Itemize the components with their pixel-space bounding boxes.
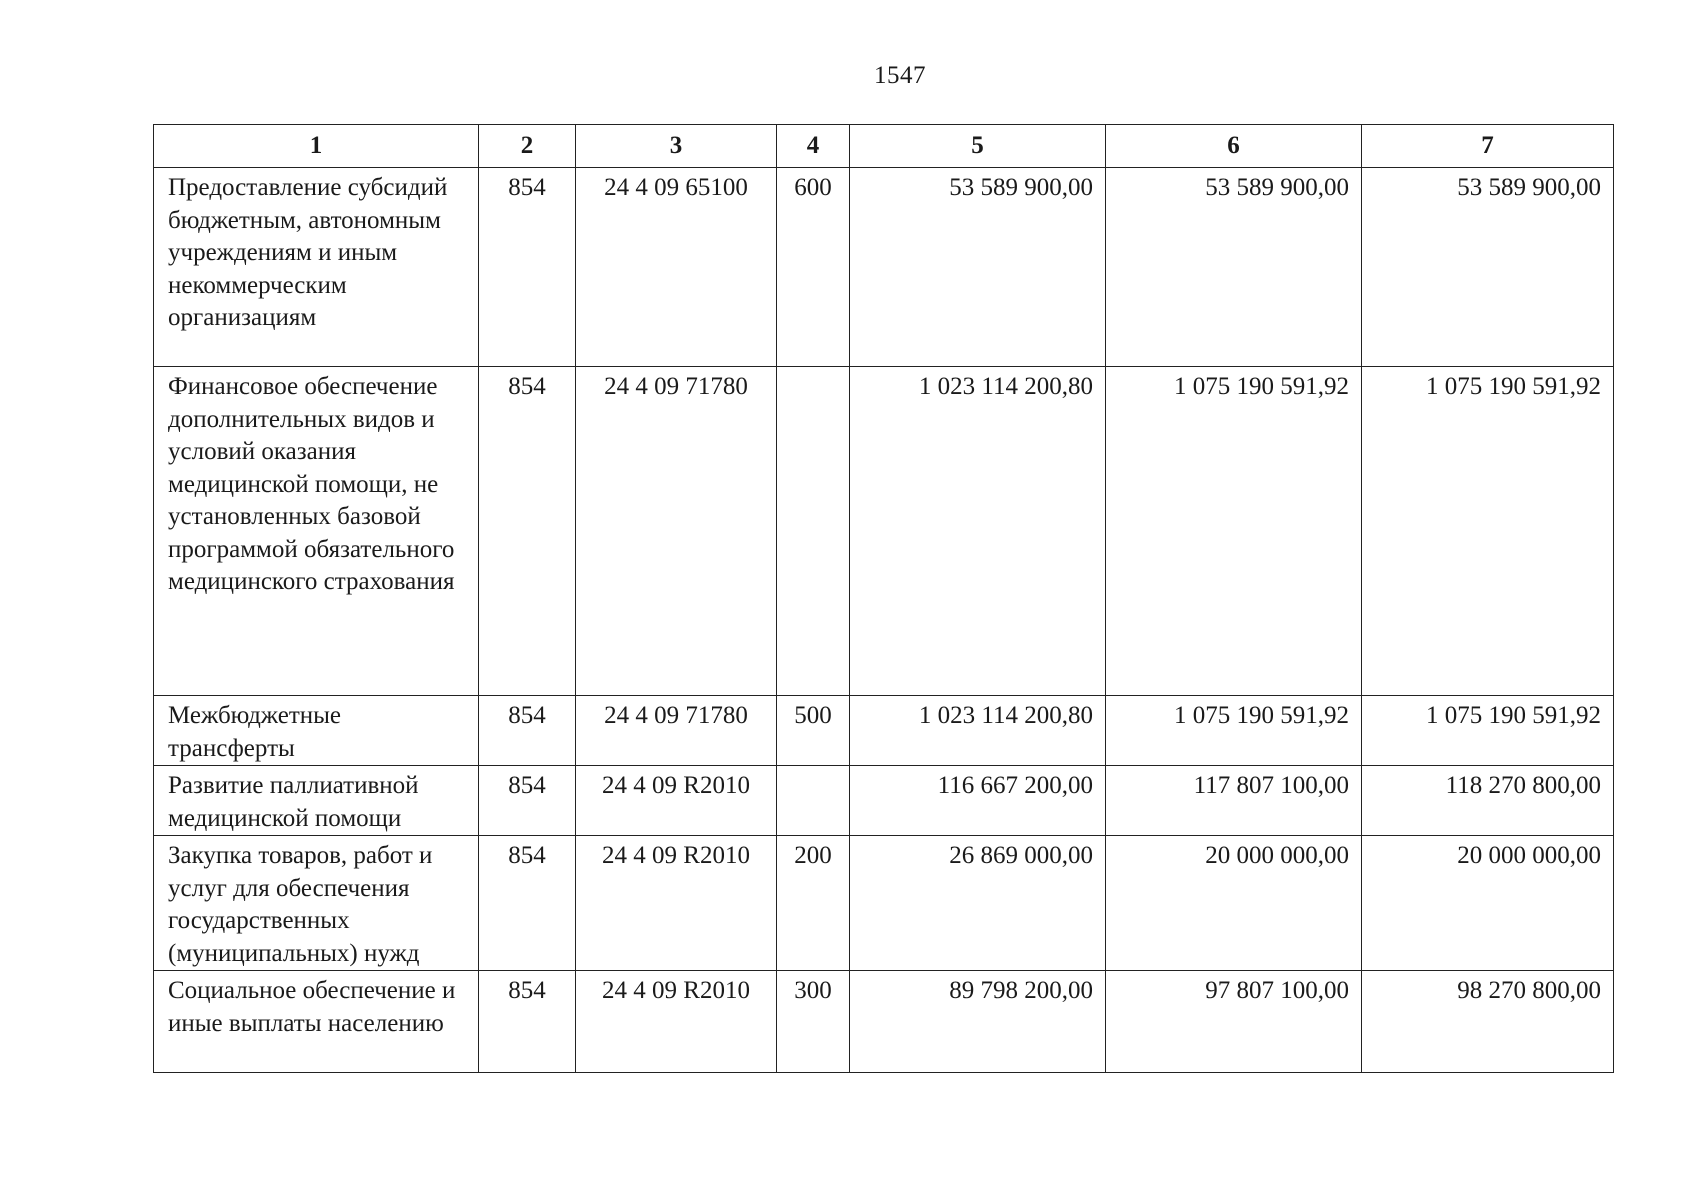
row-name: Финансовое обеспечение дополнительных видов и условий оказания медицинской помощи, не установленных базовой программой обязательного медицинского страхования <box>154 367 479 696</box>
row-vr <box>777 766 850 836</box>
table-row <box>154 971 1614 1073</box>
table-row <box>154 696 1614 766</box>
row-ved: 854 <box>479 367 576 696</box>
row-csr: 24 4 09 71780 <box>576 367 777 696</box>
row-sum-3: 20 000 000,00 <box>1362 836 1614 971</box>
row-sum-3: 1 075 190 591,92 <box>1362 696 1614 766</box>
row-sum-3: 118 270 800,00 <box>1362 766 1614 836</box>
row-sum-2: 1 075 190 591,92 <box>1106 696 1362 766</box>
row-csr: 24 4 09 R2010 <box>576 836 777 971</box>
row-sum-2: 117 807 100,00 <box>1106 766 1362 836</box>
row-ved: 854 <box>479 971 576 1073</box>
row-sum-1: 26 869 000,00 <box>850 836 1106 971</box>
row-sum-1: 1 023 114 200,80 <box>850 696 1106 766</box>
row-vr: 300 <box>777 971 850 1073</box>
row-name: Межбюджетные трансферты <box>154 696 479 766</box>
row-sum-1: 116 667 200,00 <box>850 766 1106 836</box>
row-sum-1: 53 589 900,00 <box>850 168 1106 367</box>
header-cell: 5 <box>850 125 1106 168</box>
row-sum-3: 53 589 900,00 <box>1362 168 1614 367</box>
row-ved: 854 <box>479 766 576 836</box>
row-sum-3: 1 075 190 591,92 <box>1362 367 1614 696</box>
row-sum-2: 1 075 190 591,92 <box>1106 367 1362 696</box>
header-cell: 2 <box>479 125 576 168</box>
table-row <box>154 367 1614 696</box>
row-csr: 24 4 09 71780 <box>576 696 777 766</box>
row-csr: 24 4 09 R2010 <box>576 766 777 836</box>
row-sum-2: 20 000 000,00 <box>1106 836 1362 971</box>
row-ved: 854 <box>479 836 576 971</box>
row-vr <box>777 367 850 696</box>
row-name: Закупка товаров, работ и услуг для обеспечения государственных (муниципальных) нужд <box>154 836 479 971</box>
header-cell: 3 <box>576 125 777 168</box>
table-row <box>154 168 1614 367</box>
header-cell: 1 <box>154 125 479 168</box>
table-row <box>154 766 1614 836</box>
row-ved: 854 <box>479 168 576 367</box>
header-cell: 4 <box>777 125 850 168</box>
table-row <box>154 836 1614 971</box>
row-sum-2: 53 589 900,00 <box>1106 168 1362 367</box>
row-name: Предоставление субсидий бюджетным, автономным учреждениям и иным некоммерческим организациям <box>154 168 479 367</box>
header-cell: 7 <box>1362 125 1614 168</box>
page-number: 1547 <box>874 62 926 89</box>
row-csr: 24 4 09 R2010 <box>576 971 777 1073</box>
row-sum-1: 1 023 114 200,80 <box>850 367 1106 696</box>
header-cell: 6 <box>1106 125 1362 168</box>
row-name: Социальное обеспечение и иные выплаты населению <box>154 971 479 1073</box>
row-name: Развитие паллиативной медицинской помощи <box>154 766 479 836</box>
row-vr: 500 <box>777 696 850 766</box>
row-sum-3: 98 270 800,00 <box>1362 971 1614 1073</box>
row-vr: 600 <box>777 168 850 367</box>
row-csr: 24 4 09 65100 <box>576 168 777 367</box>
row-ved: 854 <box>479 696 576 766</box>
budget-table <box>153 124 1614 1073</box>
row-sum-1: 89 798 200,00 <box>850 971 1106 1073</box>
row-vr: 200 <box>777 836 850 971</box>
header-row <box>154 125 1614 168</box>
row-sum-2: 97 807 100,00 <box>1106 971 1362 1073</box>
